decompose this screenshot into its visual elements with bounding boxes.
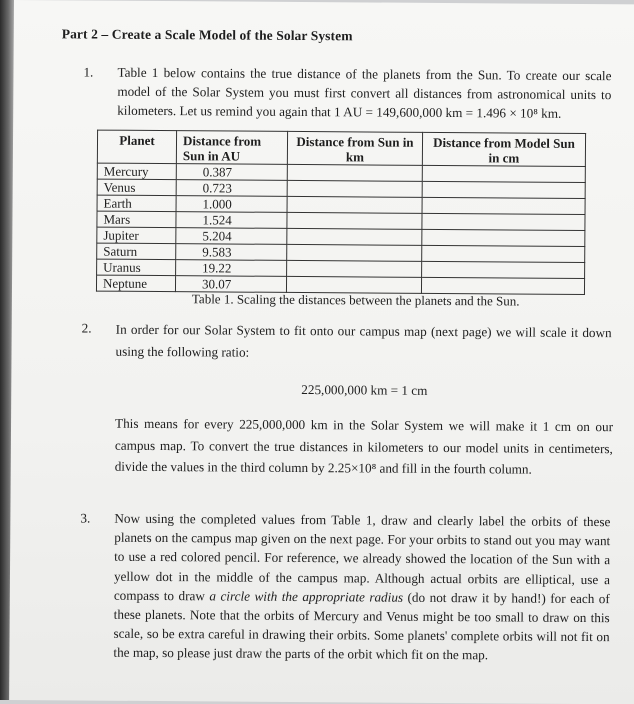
question-2-number: 2.: [81, 320, 92, 336]
page-title: Part 2 – Create a Scale Model of the Solar System: [61, 26, 353, 44]
question-3-text: [113, 509, 610, 666]
question-3-text-b: (do not draw it by hand!) for each of these planets. Note that the orbits of Mercury and Venus might be too small to draw on this scale, so be extra careful in drawing their orbits. Some planets' complete orbits will not fit on the map, so please just draw the parts of the orbit which fit on the map.: [113, 589, 610, 663]
cell-au: 30.07: [175, 276, 286, 293]
cell-model[interactable]: [422, 261, 585, 278]
header-model-text: Distance from Model Sun in cm: [433, 134, 575, 166]
table-caption: Table 1. Scaling the distances between the planets and the Sun.: [191, 291, 520, 309]
cell-au: 5.204: [176, 228, 287, 245]
cell-km[interactable]: [287, 212, 422, 229]
cell-au: 0.723: [176, 180, 287, 197]
distance-table: [96, 130, 586, 295]
question-2-text: In order for our Solar System to fit onto our campus map (next page) we will scale it down using the following ratio:: [115, 321, 612, 360]
cell-planet: Neptune: [96, 275, 175, 292]
cell-km[interactable]: [287, 244, 422, 261]
cell-au: 9.583: [176, 244, 287, 261]
cell-planet: Saturn: [97, 243, 176, 260]
question-3: [80, 508, 611, 663]
cell-km[interactable]: [287, 228, 422, 245]
header-au: Distance from Sun in AU: [176, 131, 287, 165]
question-1-text: Table 1 below contains the true distance of the planets from the Sun. To create our scale model of the Solar System you must first convert all distances from astronomical units to kilometers. Let us remind you again that 1 AU = 149,600,000 km = 1.496 × 10⁸ km.: [117, 64, 612, 121]
cell-planet: Earth: [97, 195, 176, 212]
cell-model[interactable]: [422, 165, 585, 182]
cell-planet: Mercury: [97, 163, 176, 180]
cell-model[interactable]: [422, 213, 585, 230]
cell-planet: Jupiter: [97, 227, 176, 244]
cell-au: 1.000: [176, 196, 287, 213]
question-3-emphasis: a circle with the appropriate radius: [209, 588, 404, 605]
worksheet-page: [9, 0, 634, 704]
scale-ratio: 225,000,000 km = 1 cm: [301, 382, 428, 398]
question-2-followup-text: This means for every 225,000,000 km in the Solar System we will make it 1 cm on our campus map. To convert the true distances in kilometers to our model units in centimeters, divide the values in the third column by 2.25×10⁸ and fill in the fourth column.: [114, 415, 614, 477]
cell-km[interactable]: [286, 276, 421, 293]
cell-au: 1.524: [176, 212, 287, 229]
cell-planet: Venus: [97, 179, 176, 196]
cell-planet: Uranus: [97, 259, 176, 276]
question-1: [83, 62, 612, 121]
question-2-followup: [114, 413, 614, 477]
cell-au: 0.387: [176, 164, 287, 181]
cell-km[interactable]: [287, 260, 422, 277]
cell-planet: Mars: [97, 211, 176, 228]
header-planet: Planet: [97, 130, 176, 164]
cell-model[interactable]: [421, 277, 584, 294]
cell-km[interactable]: [287, 196, 422, 213]
cell-model[interactable]: [422, 229, 585, 246]
cell-model[interactable]: [422, 181, 585, 198]
question-2: [81, 318, 612, 360]
cell-model[interactable]: [422, 197, 585, 214]
cell-au: 19.22: [176, 260, 287, 277]
header-km: Distance from Sun in km: [287, 131, 422, 165]
question-3-number: 3.: [80, 510, 91, 526]
table-header-row: [97, 130, 585, 166]
question-3-text-a: Now using the completed values from Table 1, draw and clearly label the orbits of these planets on the campus map given on the next page. For your orbits to stand out you may want to use a red colored pencil. For reference, we already showed the location of the Sun with a yellow dot in the middle of the campus map. Although actual orbits are elliptical, use a compass to draw: [113, 510, 611, 604]
question-1-number: 1.: [83, 64, 94, 80]
cell-model[interactable]: [422, 245, 585, 262]
header-model: [422, 132, 585, 166]
cell-km[interactable]: [287, 180, 422, 197]
cell-km[interactable]: [287, 164, 422, 181]
